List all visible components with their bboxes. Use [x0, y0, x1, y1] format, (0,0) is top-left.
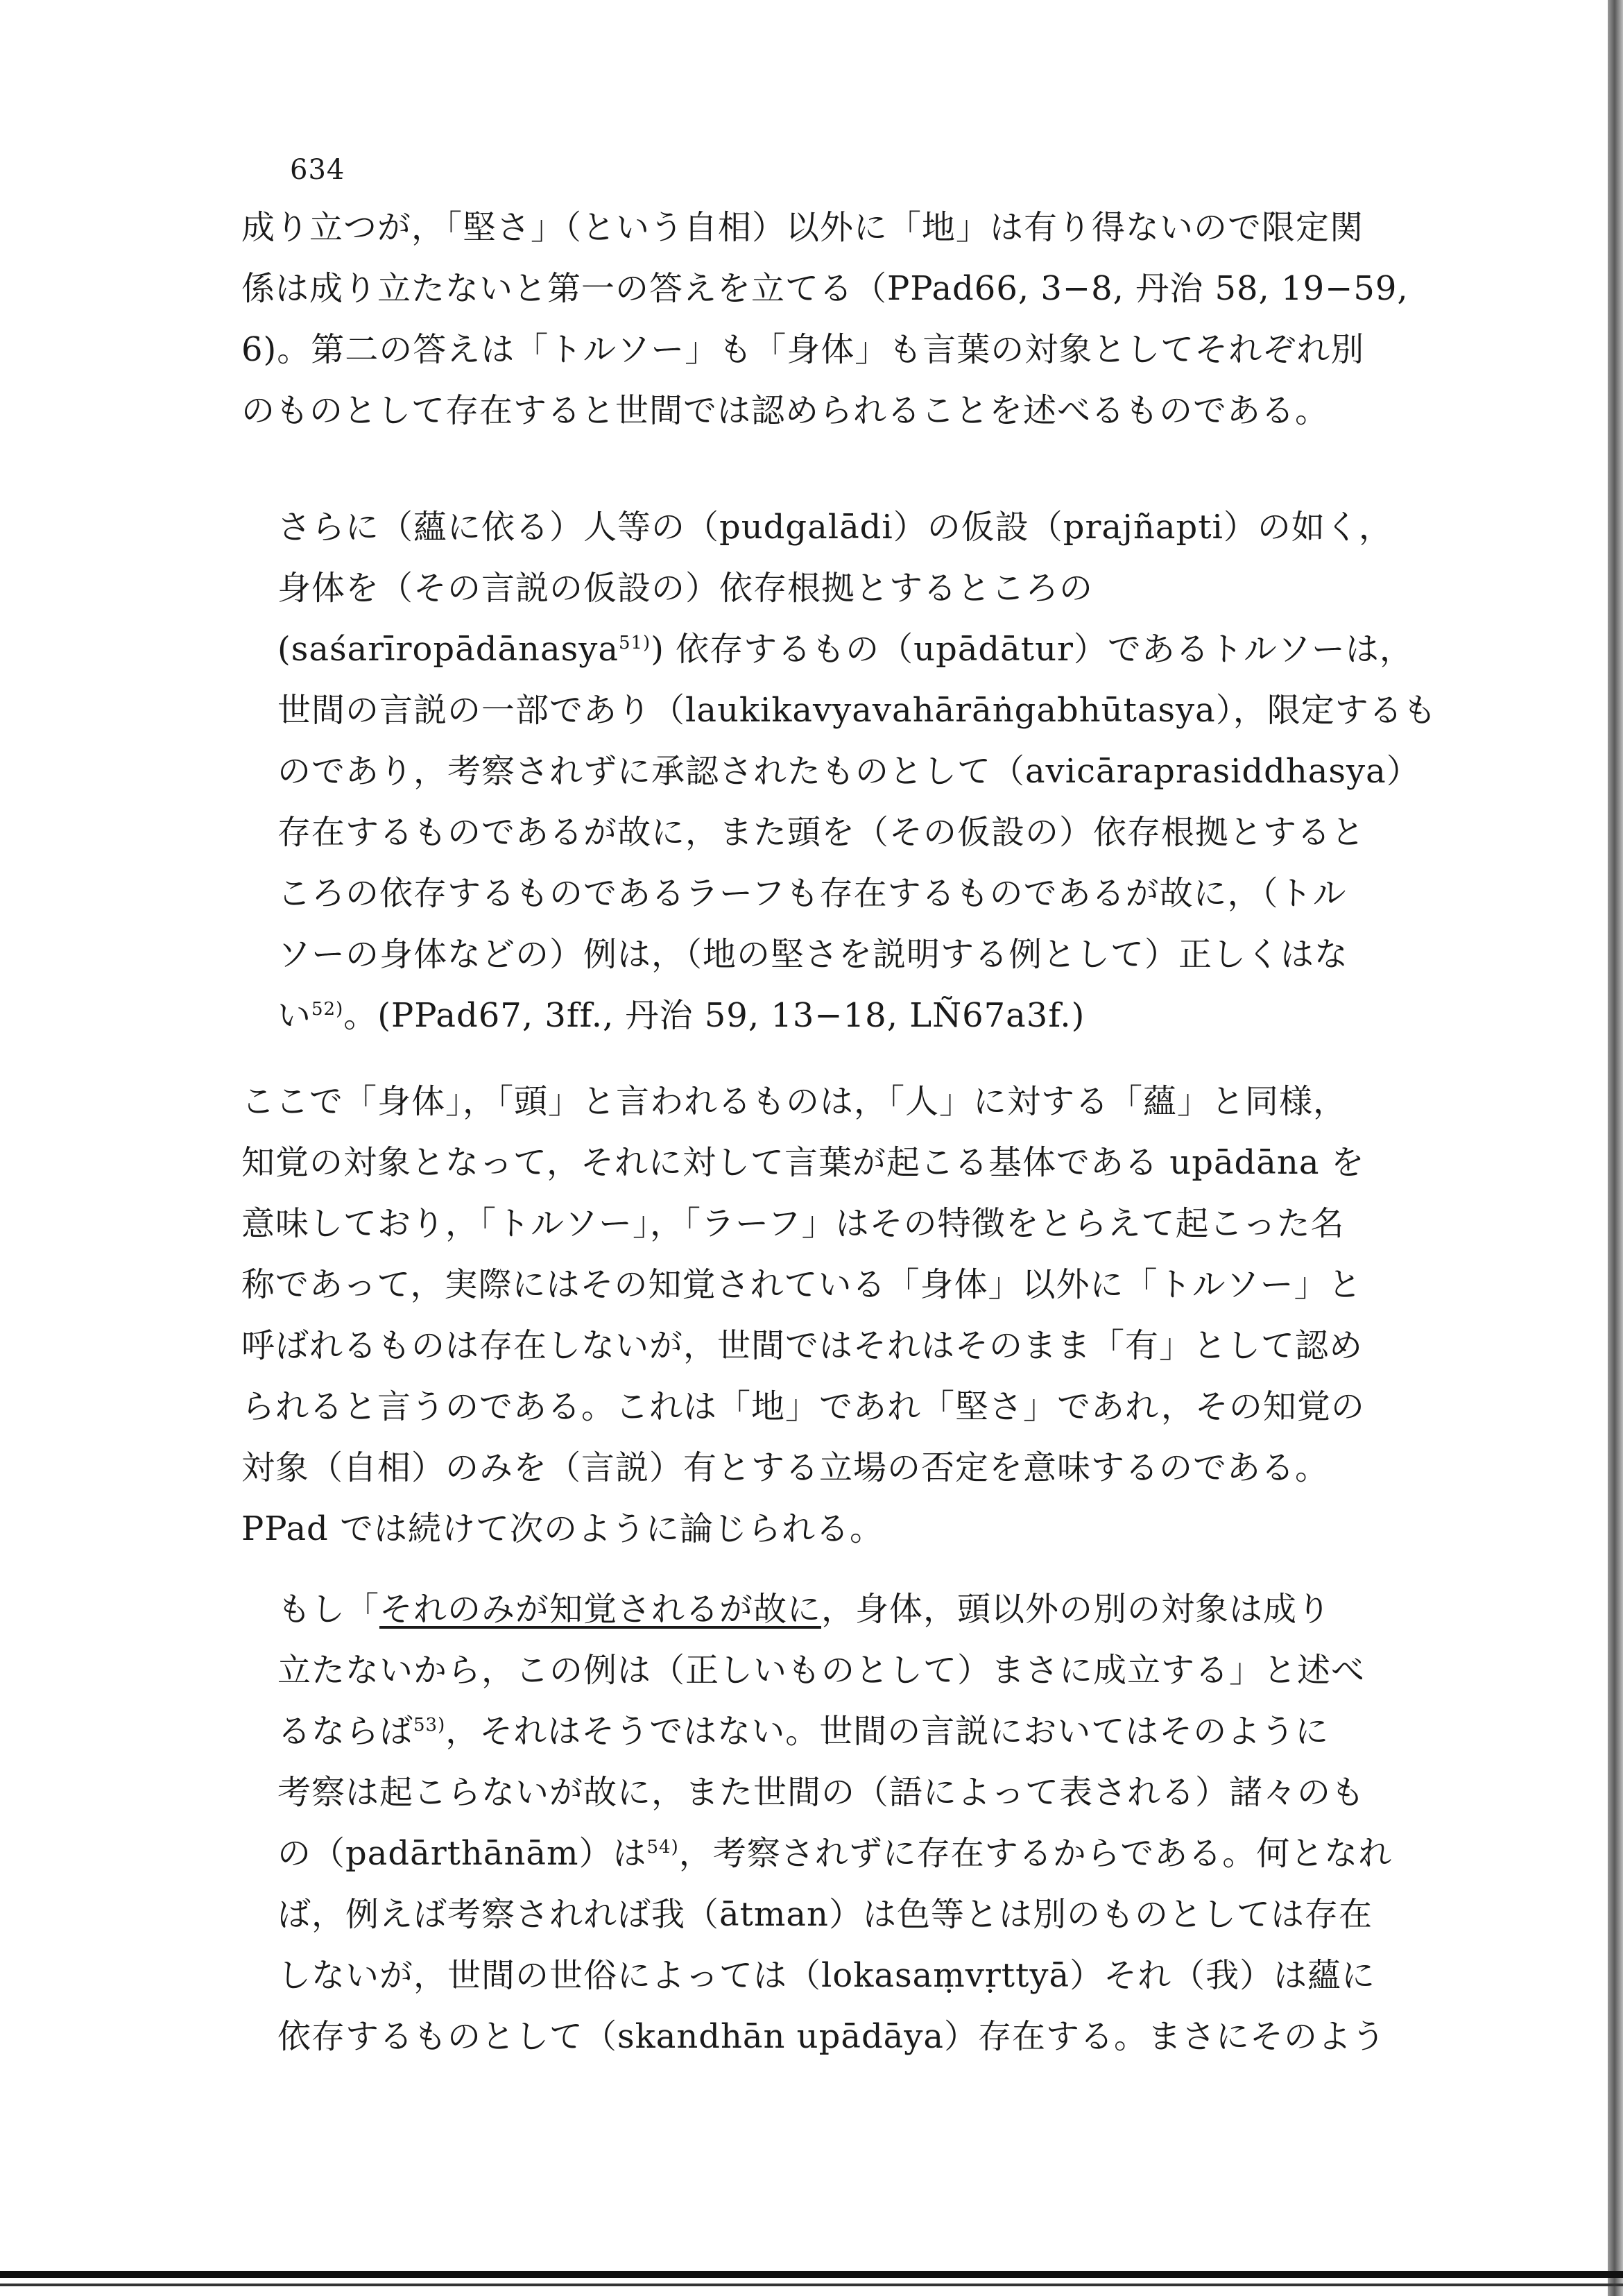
- text-line: 係は成り立たないと第一の答えを立てる（PPad66, 3−8, 丹治 58, 19−59,: [241, 269, 1409, 308]
- text-line: 依存するものとして（skandhān upādāya）存在する。まさにそのよう: [277, 2017, 1386, 2056]
- text-line: 成り立つが，「堅さ」（という自相）以外に「地」は有り得ないので限定関: [241, 208, 1364, 247]
- text-fragment: るならば: [277, 1712, 414, 1751]
- text-line: ば，例えば考察されれば我（ātman）は色等とは別のものとしては存在: [277, 1895, 1373, 1934]
- underlined-phrase: それのみが知覚されるが故に: [379, 1590, 822, 1629]
- text-fragment: い: [277, 996, 312, 1035]
- text-line: 身体を（その言説の仮設の）依存根拠とするところの: [277, 569, 1094, 608]
- text-line: 意味しており，「トルソー」，「ラーフ」はその特徴をとらえて起こった名: [241, 1204, 1345, 1243]
- text-fragment: ) 依存するもの（upādātur）であるトルソーは，: [651, 630, 1414, 669]
- text-line: [277, 985, 1394, 1046]
- footnote-ref-51: 51): [618, 633, 651, 653]
- text-fragment: ，身体，頭以外の別の対象は成り: [821, 1590, 1332, 1629]
- text-fragment: ，考察されずに存在するからである。何となれ: [678, 1834, 1393, 1873]
- text-fragment: の（padārthānām）は: [277, 1834, 647, 1873]
- text-fragment: (saśarīropādānasya: [277, 630, 619, 669]
- text-line: [277, 1579, 1394, 1640]
- text-line: [277, 619, 1414, 680]
- scan-edge-shadow: [1608, 0, 1623, 2296]
- text-line: しないが，世間の世俗によっては（lokasaṃvṛttyā）それ（我）は蘊に: [277, 1956, 1376, 1995]
- paragraph-4-quotation: [277, 1579, 1394, 2067]
- text-line: ここで「身体」，「頭」と言われるものは，「人」に対する「蘊」と同様，: [241, 1082, 1348, 1121]
- text-line: 考察は起こらないが故に，また世間の（語によって表される）諸々のも: [277, 1773, 1366, 1812]
- footnote-ref-54: 54): [646, 1837, 679, 1858]
- text-line: のであり，考察されずに承認されたものとして（avicāraprasiddhasya）: [277, 752, 1420, 791]
- paragraph-1: [241, 197, 1409, 441]
- page-number: 634: [290, 154, 345, 186]
- text-line: PPad では続けて次のように論じられる。: [241, 1509, 884, 1548]
- text-line: 呼ばれるものは存在しないが，世間ではそれはそのまま「有」として認め: [241, 1326, 1364, 1365]
- bottom-edge-line: [0, 2271, 1623, 2278]
- text-line: さらに（蘊に依る）人等の（pudgalādi）の仮設（prajñapti）の如く，: [277, 508, 1393, 547]
- text-line: [277, 1701, 1394, 1762]
- text-line: ソーの身体などの）例は，（地の堅さを説明する例として）正しくはな: [277, 935, 1349, 974]
- footnote-ref-52: 52): [311, 999, 344, 1020]
- text-line: 立たないから，この例は（正しいものとして）まさに成立する」と述べ: [277, 1651, 1366, 1690]
- paragraph-2-quotation: [277, 497, 1437, 1046]
- text-line: られると言うのである。これは「地」であれ「堅さ」であれ，その知覚の: [241, 1387, 1365, 1426]
- text-line: 存在するものであるが故に，また頭を（その仮設の）依存根拠とすると: [277, 813, 1366, 852]
- text-line: 対象（自相）のみを（言説）有とする立場の否定を意味するのである。: [241, 1448, 1330, 1487]
- bottom-edge-line: [0, 2284, 1623, 2286]
- text-fragment: 。(PPad67, 3ff., 丹治 59, 13−18, LÑ67a3f.): [343, 996, 1085, 1035]
- text-fragment: もし「: [277, 1590, 380, 1629]
- paragraph-3: [241, 1071, 1393, 1559]
- text-line: 6)。第二の答えは「トルソー」も「身体」も言葉の対象としてそれぞれ別: [241, 330, 1365, 369]
- text-line: 称であって，実際にはその知覚されている「身体」以外に「トルソー」と: [241, 1265, 1362, 1304]
- text-line: 世間の言説の一部であり（laukikavyavahārāṅgabhūtasya），限定するも: [277, 691, 1437, 730]
- text-line: [277, 1823, 1394, 1884]
- footnote-ref-53: 53): [413, 1715, 446, 1736]
- text-line: のものとして存在すると世間では認められることを述べるものである。: [241, 391, 1330, 430]
- text-line: 知覚の対象となって，それに対して言葉が起こる基体である upādāna を: [241, 1143, 1365, 1182]
- text-fragment: ，それはそうではない。世間の言説においてはそのように: [445, 1712, 1330, 1751]
- text-line: ころの依存するものであるラーフも存在するものであるが故に，（トル: [277, 874, 1347, 913]
